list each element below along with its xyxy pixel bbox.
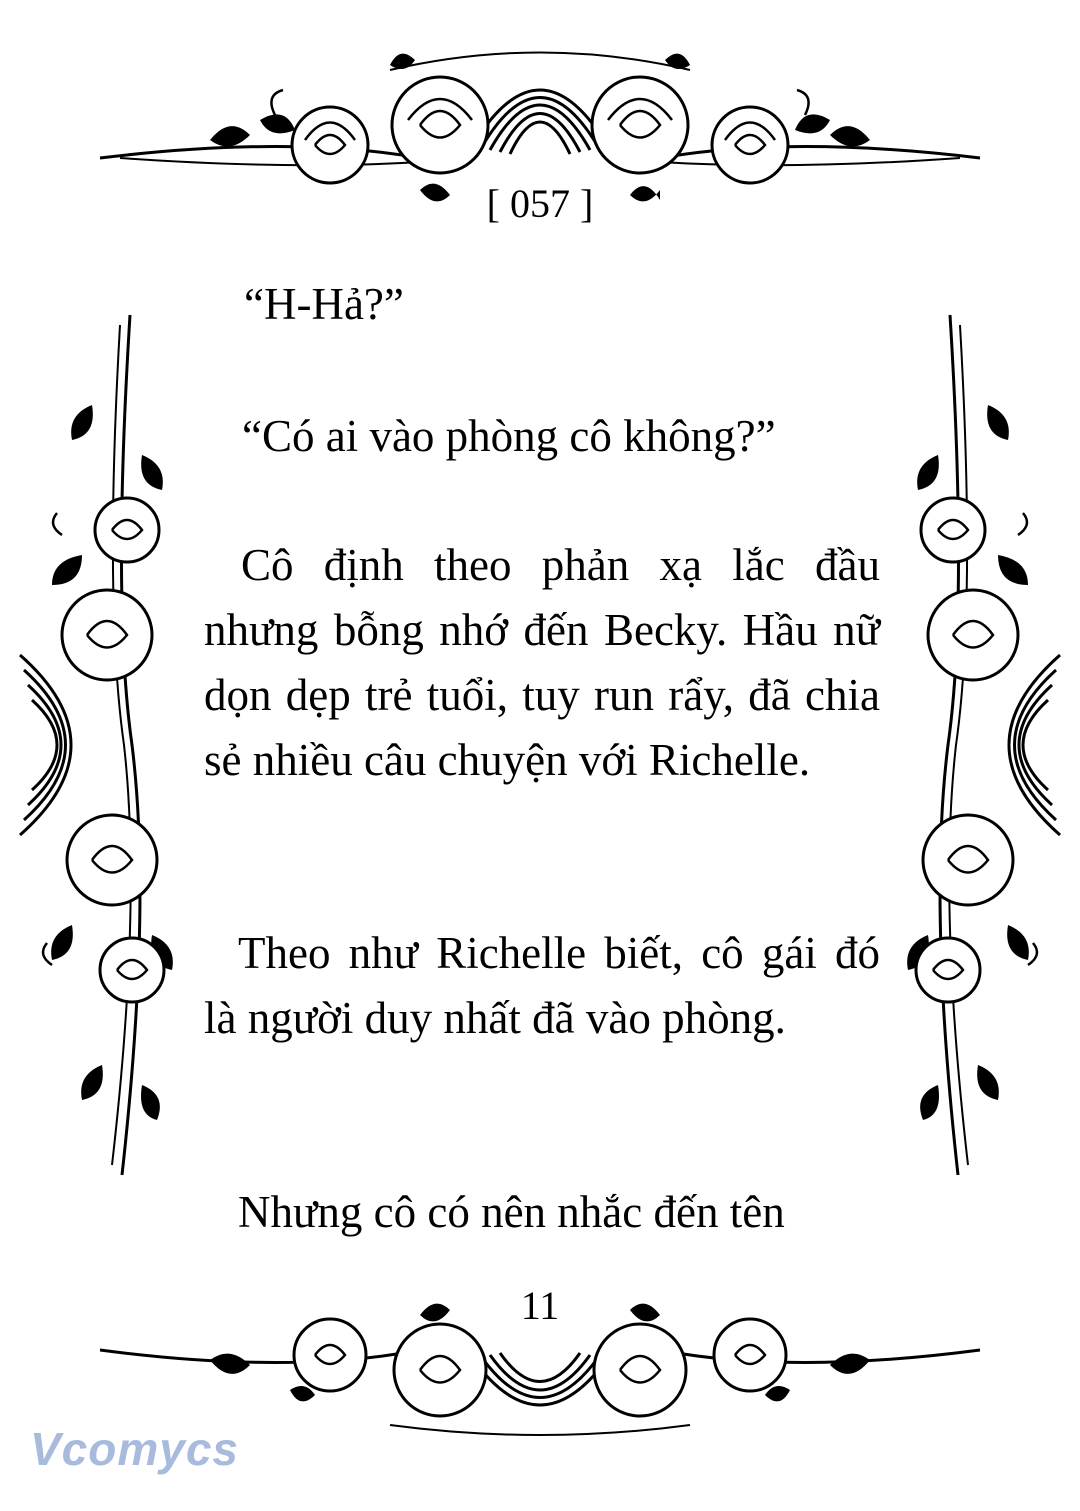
- chapter-label: [ 057 ]: [486, 181, 594, 226]
- paragraph-4: Theo như Richelle biết, cô gái đó là người duy nhất đã vào phòng.: [204, 928, 880, 1043]
- right-rose-ornament: [893, 305, 1068, 1185]
- paragraph-3: Cô định theo phản xạ lắc đầu nhưng bỗng nhớ đến Becky. Hầu nữ dọn dẹp trẻ tuổi, tuy run rẩy, đã chia sẻ nhiều câu chuyện với Richelle.: [204, 540, 880, 785]
- page-number: 11: [520, 1283, 560, 1328]
- paragraph-1: “H-Hả?”: [244, 279, 404, 329]
- watermark-logo: Vcomycs: [30, 1423, 240, 1475]
- paragraph-2: “Có ai vào phòng cô không?”: [242, 411, 776, 461]
- paragraph-5: Nhưng cô có nên nhắc đến tên: [238, 1187, 785, 1237]
- left-rose-ornament: [12, 305, 187, 1185]
